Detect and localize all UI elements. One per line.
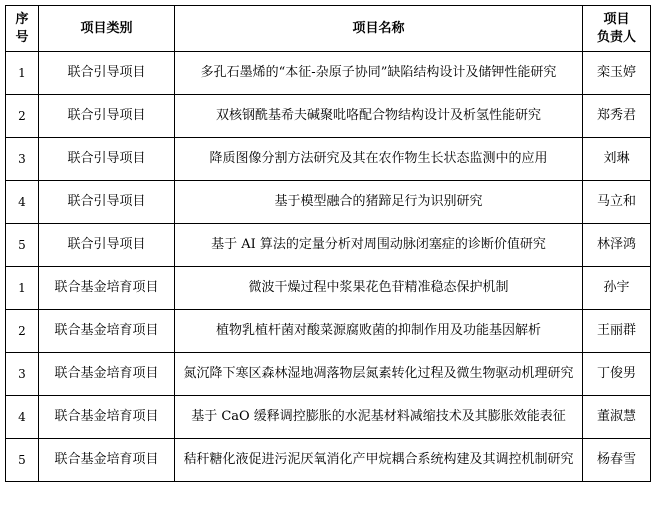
table-row	[6, 310, 651, 353]
cell-leader: 董淑慧	[583, 396, 651, 439]
cell-category: 联合基金培育项目	[39, 267, 175, 310]
cell-category: 联合基金培育项目	[39, 353, 175, 396]
cell-category: 联合引导项目	[39, 138, 175, 181]
cell-leader: 刘琳	[583, 138, 651, 181]
cell-leader: 林泽鸿	[583, 224, 651, 267]
cell-leader: 王丽群	[583, 310, 651, 353]
cell-name: 基于 AI 算法的定量分析对周围动脉闭塞症的诊断价值研究	[175, 224, 583, 267]
cell-name: 多孔石墨烯的“本征-杂原子协同”缺陷结构设计及储钾性能研究	[175, 52, 583, 95]
cell-seq: 2	[6, 95, 39, 138]
cell-name: 基于模型融合的猪蹄足行为识别研究	[175, 181, 583, 224]
cell-leader: 郑秀君	[583, 95, 651, 138]
cell-name: 植物乳植杆菌对酸菜源腐败菌的抑制作用及功能基因解析	[175, 310, 583, 353]
cell-leader: 栾玉婷	[583, 52, 651, 95]
table-row	[6, 52, 651, 95]
cell-seq: 2	[6, 310, 39, 353]
header-row	[6, 6, 651, 52]
cell-seq: 3	[6, 353, 39, 396]
table-row	[6, 439, 651, 482]
cell-seq: 4	[6, 181, 39, 224]
header-seq: 序 号	[6, 6, 39, 52]
cell-seq: 5	[6, 224, 39, 267]
table-row	[6, 95, 651, 138]
table-row	[6, 224, 651, 267]
table-row	[6, 181, 651, 224]
project-table	[5, 5, 651, 482]
cell-leader: 马立和	[583, 181, 651, 224]
cell-seq: 4	[6, 396, 39, 439]
cell-leader: 丁俊男	[583, 353, 651, 396]
table-row	[6, 138, 651, 181]
table-row	[6, 396, 651, 439]
cell-category: 联合基金培育项目	[39, 439, 175, 482]
cell-category: 联合基金培育项目	[39, 310, 175, 353]
cell-seq: 1	[6, 267, 39, 310]
cell-seq: 3	[6, 138, 39, 181]
cell-leader: 杨春雪	[583, 439, 651, 482]
header-category: 项目类别	[39, 6, 175, 52]
cell-name: 秸秆糖化液促进污泥厌氧消化产甲烷耦合系统构建及其调控机制研究	[175, 439, 583, 482]
cell-name: 基于 CaO 缓释调控膨胀的水泥基材料减缩技术及其膨胀效能表征	[175, 396, 583, 439]
cell-seq: 5	[6, 439, 39, 482]
cell-category: 联合引导项目	[39, 52, 175, 95]
cell-name: 微波干燥过程中浆果花色苷精准稳态保护机制	[175, 267, 583, 310]
table-row	[6, 267, 651, 310]
cell-name: 降质图像分割方法研究及其在农作物生长状态监测中的应用	[175, 138, 583, 181]
header-leader: 项目 负责人	[583, 6, 651, 52]
cell-name: 氮沉降下寒区森林湿地凋落物层氮素转化过程及微生物驱动机理研究	[175, 353, 583, 396]
table-row	[6, 353, 651, 396]
cell-leader: 孙宇	[583, 267, 651, 310]
cell-name: 双核钢酰基希夫碱聚吡咯配合物结构设计及析氢性能研究	[175, 95, 583, 138]
cell-category: 联合引导项目	[39, 224, 175, 267]
cell-category: 联合引导项目	[39, 181, 175, 224]
header-name: 项目名称	[175, 6, 583, 52]
cell-seq: 1	[6, 52, 39, 95]
cell-category: 联合引导项目	[39, 95, 175, 138]
cell-category: 联合基金培育项目	[39, 396, 175, 439]
